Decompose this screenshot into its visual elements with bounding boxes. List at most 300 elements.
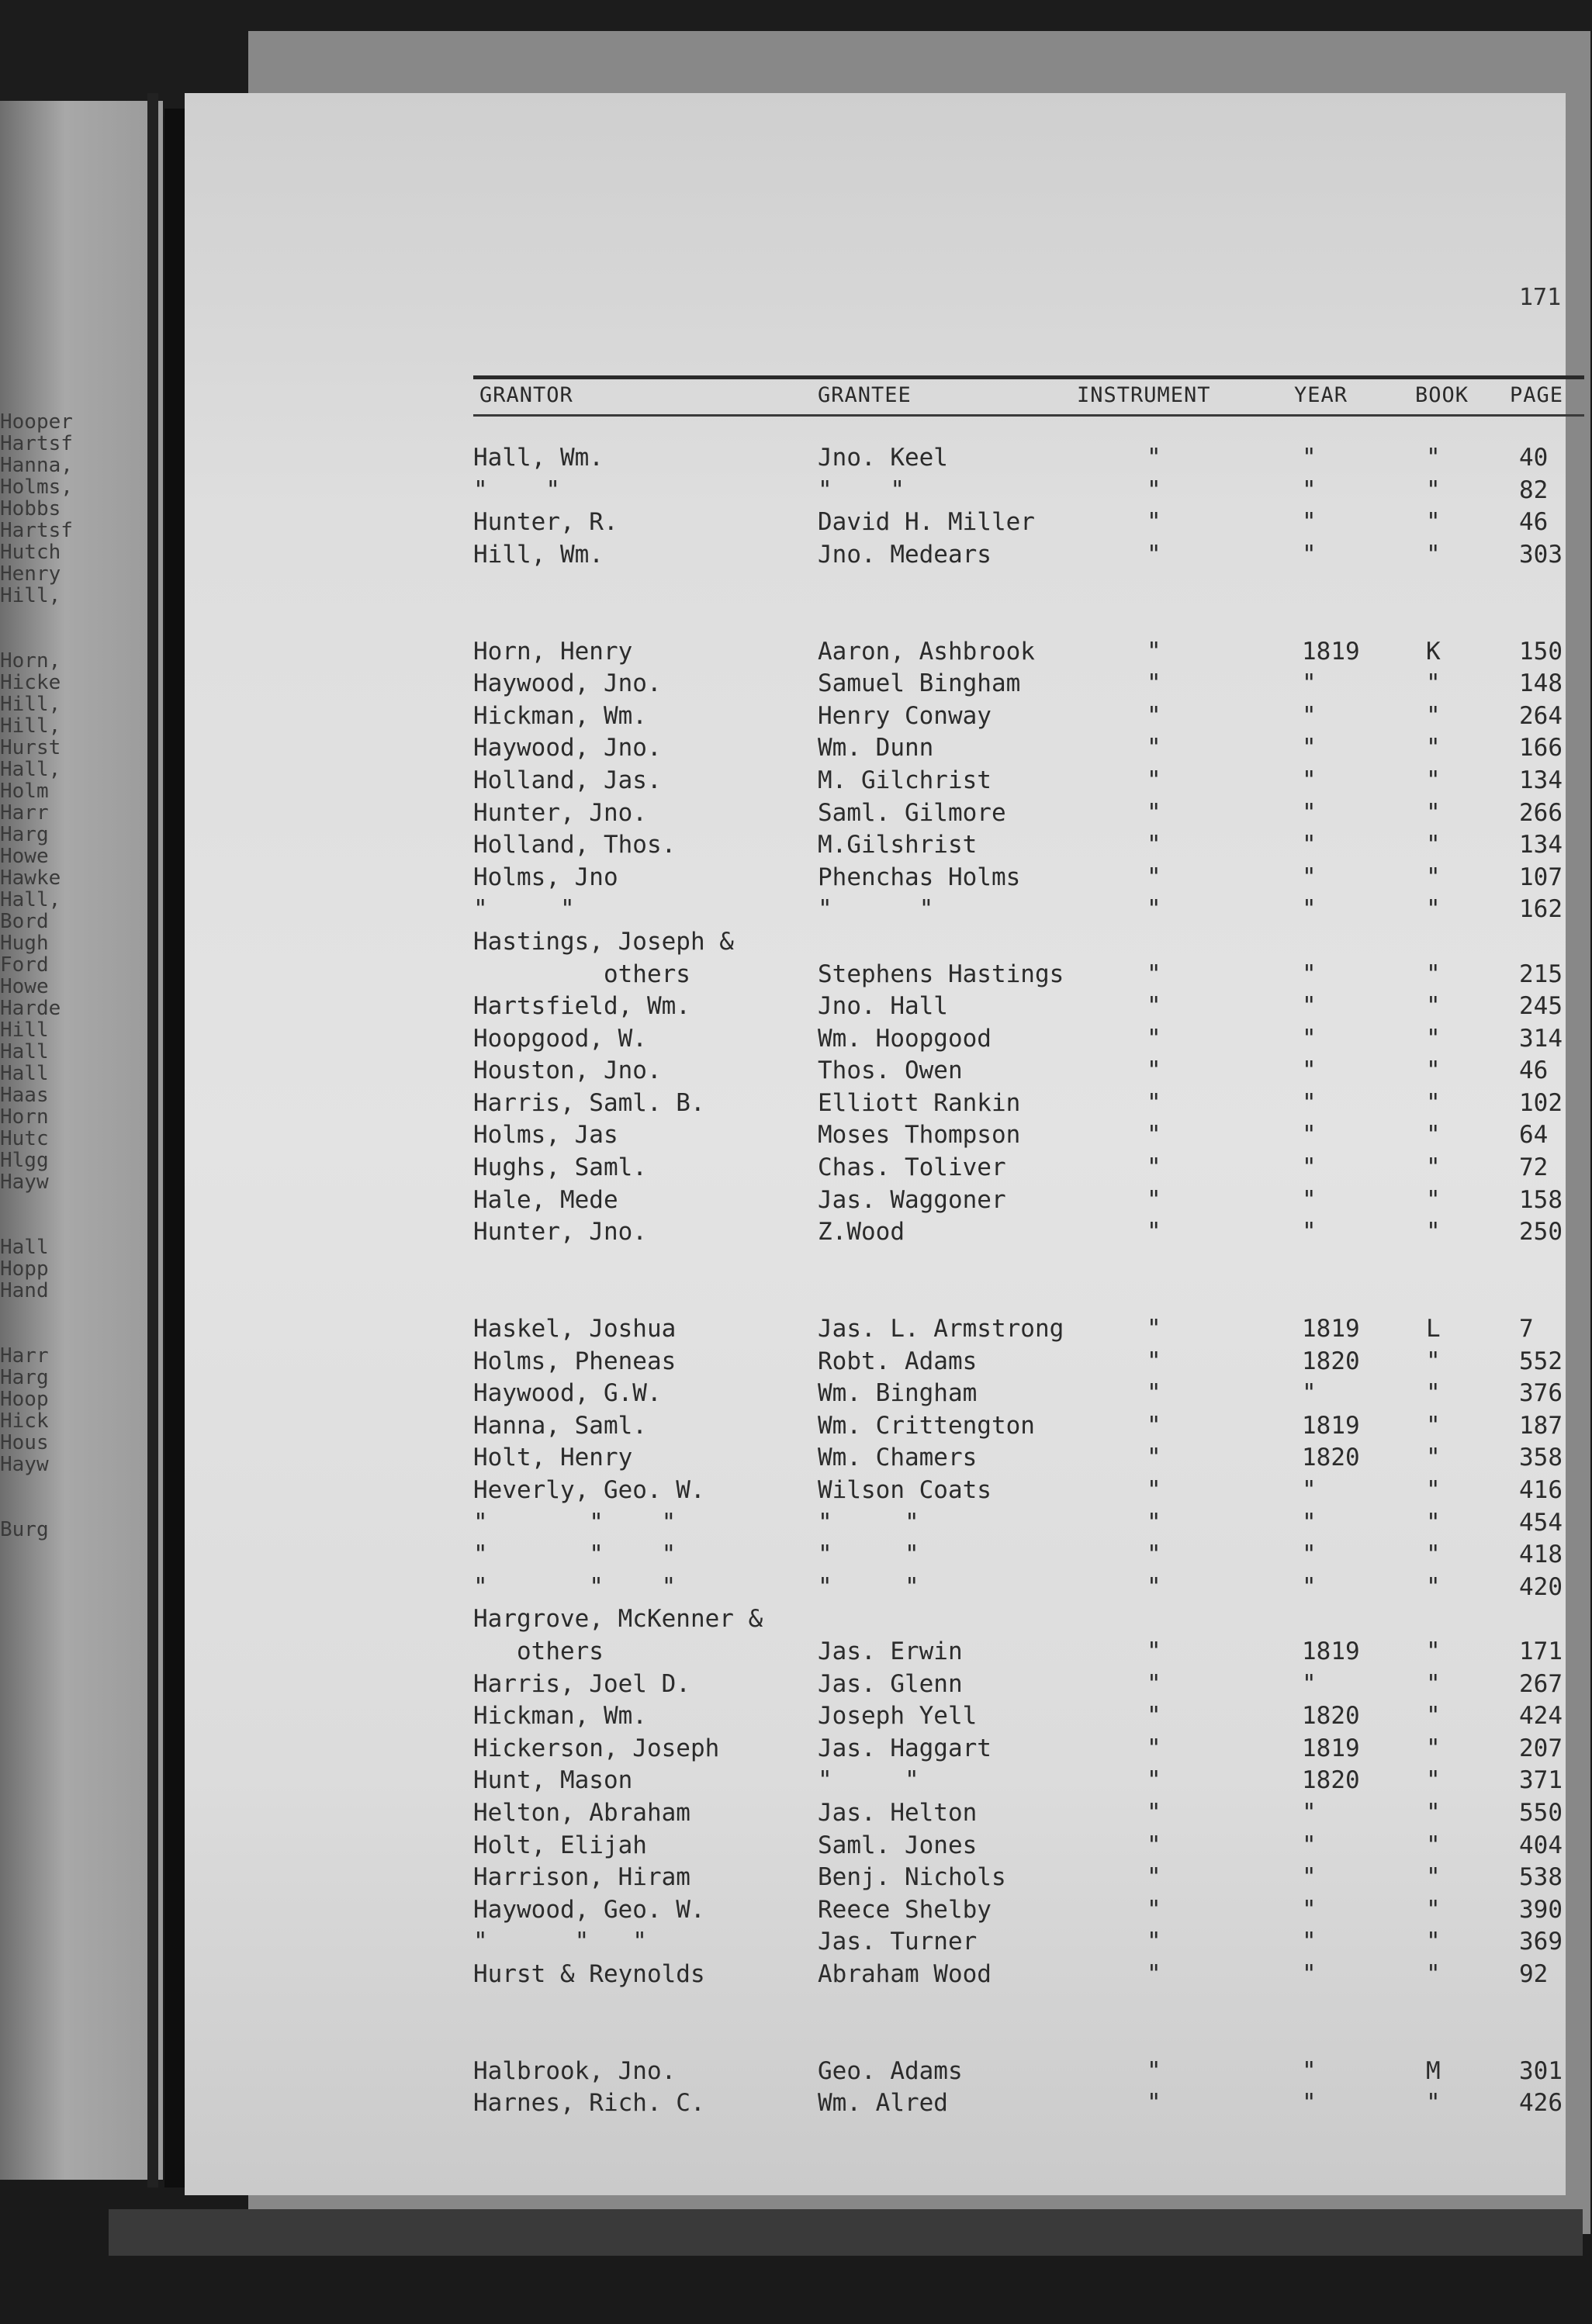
instrument-cell: " [1147, 1895, 1161, 1924]
adjacent-line [0, 628, 85, 650]
grantee-cell: Joseph Yell [818, 1702, 978, 1731]
adjacent-line: Hayw [0, 1171, 49, 1194]
book-cell: " [1426, 540, 1441, 569]
grantor-cell: Hale, Mede [473, 1185, 618, 1214]
instrument-cell: " [1147, 1798, 1161, 1827]
instrument-cell: " [1147, 1476, 1161, 1504]
instrument-cell: " [1147, 1637, 1161, 1665]
block-gap [185, 1282, 1566, 1315]
table-row [185, 1896, 1566, 1928]
book-cell: " [1426, 1411, 1441, 1440]
instrument-cell: " [1147, 508, 1161, 537]
year-cell: " [1302, 2089, 1317, 2118]
instrument-cell: " [1147, 1379, 1161, 1408]
book-cell: M [1426, 2056, 1441, 2085]
grantee-cell: " " [818, 1766, 919, 1795]
year-cell: 1820 [1302, 1347, 1360, 1375]
page-cell: 454 [1519, 1508, 1563, 1537]
grantor-cell: Haywood, G.W. [473, 1379, 662, 1408]
adjacent-line [0, 1215, 85, 1236]
year-cell: " [1302, 476, 1317, 504]
grantor-cell: Hickman, Wm. [473, 701, 647, 730]
grantee-cell: M. Gilchrist [818, 766, 992, 794]
year-cell: " [1302, 1153, 1317, 1182]
book-cell: " [1426, 1959, 1441, 1988]
grantor-cell: Hill, Wm. [473, 540, 604, 569]
year-cell: " [1302, 1798, 1317, 1827]
instrument-cell: " [1147, 1057, 1161, 1085]
table-row [185, 444, 1566, 476]
year-cell: " [1302, 1831, 1317, 1859]
grantor-cell: Horn, Henry [473, 637, 633, 666]
grantor-cell: Harris, Joel D. [473, 1669, 690, 1698]
grantee-cell: Z.Wood [818, 1218, 905, 1247]
book-cell: " [1426, 798, 1441, 827]
page-cell: 7 [1519, 1315, 1534, 1344]
table-row [185, 2089, 1566, 2122]
grantee-cell: Henry Conway [818, 701, 992, 730]
book-cell: " [1426, 1057, 1441, 1085]
book-cell: " [1426, 1218, 1441, 1247]
grantor-cell: Hunt, Mason [473, 1766, 633, 1795]
table-row [185, 1153, 1566, 1186]
table-row [185, 1928, 1566, 1960]
adjacent-line [0, 607, 85, 628]
grantor-cell: others [473, 960, 690, 988]
book-cell: " [1426, 1185, 1441, 1214]
adjacent-line: Hicke [0, 671, 61, 694]
instrument-cell: " [1147, 1411, 1161, 1440]
instrument-cell: " [1147, 1315, 1161, 1344]
instrument-cell: " [1147, 1508, 1161, 1537]
page-cell: 424 [1519, 1702, 1563, 1731]
book-cell: " [1426, 508, 1441, 537]
grantor-cell: Holms, Pheneas [473, 1347, 677, 1375]
grantor-cell: Houston, Jno. [473, 1057, 662, 1085]
book-cell: " [1426, 1831, 1441, 1859]
header-grantor: GRANTOR [479, 383, 573, 407]
grantor-cell: Hurst & Reynolds [473, 1959, 705, 1988]
adjacent-line [0, 1302, 85, 1323]
book-cell: " [1426, 1572, 1441, 1601]
block-gap [185, 1993, 1566, 2025]
adjacent-line: Harr [0, 801, 49, 825]
block-gap [185, 605, 1566, 638]
header-page: PAGE [1510, 383, 1564, 407]
grantor-cell: Holt, Henry [473, 1444, 633, 1472]
grantor-cell: Holland, Jas. [473, 766, 662, 794]
grantor-cell: Harrison, Hiram [473, 1863, 690, 1892]
page-cell: 207 [1519, 1734, 1563, 1762]
adjacent-line: Hill [0, 1018, 49, 1042]
book-spine [164, 109, 185, 2187]
grantee-cell: Jas. Waggoner [818, 1185, 1006, 1214]
page-cell: 245 [1519, 992, 1563, 1021]
book-cell: " [1426, 1766, 1441, 1795]
grantee-cell: Moses Thompson [818, 1121, 1021, 1150]
instrument-cell: " [1147, 1702, 1161, 1731]
page-cell: 404 [1519, 1831, 1563, 1859]
grantee-cell: Reece Shelby [818, 1895, 992, 1924]
adjacent-page [0, 101, 163, 2180]
book-cell: " [1426, 444, 1441, 472]
binding-edge [147, 93, 158, 2187]
adjacent-line: Hick [0, 1409, 49, 1433]
year-cell: " [1302, 1024, 1317, 1053]
grantee-cell: Wm. Dunn [818, 734, 934, 763]
page-cell: 171 [1519, 1637, 1563, 1665]
table-row [185, 1089, 1566, 1122]
grantee-cell: Wilson Coats [818, 1476, 992, 1504]
grantor-cell: Haskel, Joshua [473, 1315, 677, 1344]
grantor-cell: Hunter, Jno. [473, 1218, 647, 1247]
table-row [185, 1315, 1566, 1347]
page-cell: 134 [1519, 766, 1563, 794]
year-cell: " [1302, 540, 1317, 569]
year-cell: " [1302, 1121, 1317, 1150]
year-cell: " [1302, 1476, 1317, 1504]
adjacent-line: Hall [0, 1062, 49, 1085]
year-cell: " [1302, 1669, 1317, 1698]
year-cell: " [1302, 1863, 1317, 1892]
grantee-cell: Jno. Keel [818, 444, 948, 472]
table-row [185, 734, 1566, 766]
year-cell: " [1302, 1057, 1317, 1085]
adjacent-line [0, 1475, 85, 1497]
page-cell: 46 [1519, 1057, 1549, 1085]
year-cell: 1819 [1302, 1315, 1360, 1344]
grantor-cell: Hanna, Saml. [473, 1411, 647, 1440]
header-book: BOOK [1415, 383, 1469, 407]
book-cell: K [1426, 637, 1441, 666]
adjacent-line: Hill, [0, 693, 61, 716]
table-row [185, 2057, 1566, 2090]
table-row [185, 1799, 1566, 1831]
page-cell: 162 [1519, 895, 1563, 924]
book-cell: " [1426, 1669, 1441, 1698]
book-cell: " [1426, 1476, 1441, 1504]
grantee-cell: Aaron, Ashbrook [818, 637, 1035, 666]
instrument-cell: " [1147, 2056, 1161, 2085]
page-cell: 301 [1519, 2056, 1563, 2085]
book-cell: " [1426, 863, 1441, 891]
page-cell: 552 [1519, 1347, 1563, 1375]
instrument-cell: " [1147, 1121, 1161, 1150]
adjacent-line: Harg [0, 1366, 49, 1389]
book-cell: " [1426, 476, 1441, 504]
page-cell: 102 [1519, 1088, 1563, 1117]
book-cell: " [1426, 1541, 1441, 1569]
grantor-cell: Holms, Jno [473, 863, 618, 891]
table-row [185, 508, 1566, 541]
adjacent-line: Hutch [0, 541, 61, 564]
page-cell: 166 [1519, 734, 1563, 763]
year-cell: " [1302, 1218, 1317, 1247]
grantee-cell: Jas. Helton [818, 1798, 978, 1827]
grantee-cell: Phenchas Holms [818, 863, 1021, 891]
page-cell: 64 [1519, 1121, 1549, 1150]
adjacent-line: Harde [0, 997, 61, 1020]
page-cell: 314 [1519, 1024, 1563, 1053]
grantor-cell: " " [473, 476, 560, 504]
book-cell: " [1426, 1702, 1441, 1731]
instrument-cell: " [1147, 798, 1161, 827]
adjacent-line: Hopp [0, 1257, 49, 1281]
adjacent-line: Hutc [0, 1127, 49, 1150]
grantor-cell: " " " [473, 1928, 647, 1956]
table-row [185, 1573, 1566, 1606]
instrument-cell: " [1147, 1444, 1161, 1472]
grantee-cell: Robt. Adams [818, 1347, 978, 1375]
adjacent-line: Howe [0, 975, 49, 998]
page-cell: 267 [1519, 1669, 1563, 1698]
page-cell: 158 [1519, 1185, 1563, 1214]
adjacent-line: Hayw [0, 1453, 49, 1476]
instrument-cell: " [1147, 1347, 1161, 1375]
table-row [185, 1025, 1566, 1057]
grantee-cell: Wm. Chamers [818, 1444, 978, 1472]
grantee-cell: Jno. Hall [818, 992, 948, 1021]
table-row [185, 831, 1566, 863]
year-cell: " [1302, 734, 1317, 763]
adjacent-line: Hoop [0, 1388, 49, 1411]
adjacent-line: Haas [0, 1084, 49, 1107]
block-gap [185, 572, 1566, 605]
adjacent-line: Hooper [0, 411, 73, 434]
year-cell: 1819 [1302, 1411, 1360, 1440]
grantee-cell: Samuel Bingham [818, 669, 1021, 698]
grantor-cell: Hickman, Wm. [473, 1702, 647, 1731]
page-cell: 376 [1519, 1379, 1563, 1408]
page-cell: 92 [1519, 1959, 1549, 1988]
grantee-cell: Benj. Nichols [818, 1863, 1006, 1892]
table-row [185, 895, 1566, 928]
book-cell: " [1426, 1024, 1441, 1053]
year-cell: " [1302, 1508, 1317, 1537]
page-cell: 264 [1519, 701, 1563, 730]
book-cell: " [1426, 992, 1441, 1021]
instrument-cell: " [1147, 1928, 1161, 1956]
table-row [185, 541, 1566, 573]
book-cell: " [1426, 1121, 1441, 1150]
year-cell: 1820 [1302, 1444, 1360, 1472]
grantor-cell: Hall, Wm. [473, 444, 604, 472]
instrument-cell: " [1147, 2089, 1161, 2118]
table-row [185, 1121, 1566, 1153]
table-row [185, 1186, 1566, 1219]
book-cell: " [1426, 1347, 1441, 1375]
instrument-cell: " [1147, 1088, 1161, 1117]
grantee-cell: Wm. Hoopgood [818, 1024, 992, 1053]
table-row [185, 928, 1566, 960]
grantor-cell: Haywood, Jno. [473, 734, 662, 763]
grantor-cell: Holt, Elijah [473, 1831, 647, 1859]
instrument-cell: " [1147, 540, 1161, 569]
grantor-cell: Harnes, Rich. C. [473, 2089, 705, 2118]
header-year: YEAR [1294, 383, 1348, 407]
grantee-cell: Saml. Gilmore [818, 798, 1006, 827]
grantor-cell: Hickerson, Joseph [473, 1734, 720, 1762]
page-cell: 250 [1519, 1218, 1563, 1247]
table-row [185, 702, 1566, 735]
adjacent-line: Hand [0, 1279, 49, 1302]
adjacent-line: Hall [0, 1040, 49, 1063]
instrument-cell: " [1147, 1959, 1161, 1988]
page-cell: 187 [1519, 1411, 1563, 1440]
grantor-cell: Hughs, Saml. [473, 1153, 647, 1182]
grantee-cell: Elliott Rankin [818, 1088, 1021, 1117]
year-cell: " [1302, 2056, 1317, 2085]
instrument-cell: " [1147, 960, 1161, 988]
page-cell: 150 [1519, 637, 1563, 666]
grantor-cell: Hargrove, McKenner & [473, 1605, 763, 1634]
book-cell: " [1426, 669, 1441, 698]
grantor-cell: Haywood, Jno. [473, 669, 662, 698]
adjacent-line: Hartsf [0, 432, 73, 455]
instrument-cell: " [1147, 1572, 1161, 1601]
year-cell: " [1302, 1928, 1317, 1956]
year-cell: " [1302, 960, 1317, 988]
book-cell: " [1426, 831, 1441, 859]
page-cell: 538 [1519, 1863, 1563, 1892]
page-cell: 371 [1519, 1766, 1563, 1795]
adjacent-line: Henry [0, 562, 61, 586]
instrument-cell: " [1147, 1024, 1161, 1053]
year-cell: " [1302, 831, 1317, 859]
grantor-cell: Holms, Jas [473, 1121, 618, 1150]
year-cell: " [1302, 1572, 1317, 1601]
grantor-cell: Holland, Thos. [473, 831, 677, 859]
grantor-cell: " " " [473, 1541, 677, 1569]
table-row [185, 1541, 1566, 1573]
grantor-cell: Harris, Saml. B. [473, 1088, 705, 1117]
grantor-cell: Helton, Abraham [473, 1798, 690, 1827]
instrument-cell: " [1147, 669, 1161, 698]
year-cell: " [1302, 1959, 1317, 1988]
table-row [185, 1734, 1566, 1767]
table-row [185, 1960, 1566, 1993]
instrument-cell: " [1147, 1766, 1161, 1795]
book-cell: " [1426, 701, 1441, 730]
instrument-cell: " [1147, 444, 1161, 472]
table-row [185, 1831, 1566, 1864]
instrument-cell: " [1147, 1734, 1161, 1762]
block-gap [185, 1250, 1566, 1283]
book-cell: " [1426, 1928, 1441, 1956]
instrument-cell: " [1147, 1218, 1161, 1247]
adjacent-line: Hartsf [0, 519, 73, 542]
grantor-cell: Hartsfield, Wm. [473, 992, 690, 1021]
table-row [185, 1509, 1566, 1541]
grantee-cell: Thos. Owen [818, 1057, 963, 1085]
grantor-cell: others [473, 1637, 604, 1665]
page-cell: 40 [1519, 444, 1549, 472]
grantee-cell: Jas. Turner [818, 1928, 978, 1956]
adjacent-line: Howe [0, 845, 49, 868]
grantor-cell: Hastings, Joseph & [473, 927, 734, 956]
adjacent-line: Hill, [0, 584, 61, 607]
grantor-cell: " " " [473, 1572, 677, 1601]
header-rule-top [473, 375, 1584, 379]
year-cell: 1820 [1302, 1702, 1360, 1731]
adjacent-line [0, 1497, 85, 1519]
year-cell: " [1302, 1541, 1317, 1569]
instrument-cell: " [1147, 1541, 1161, 1569]
instrument-cell: " [1147, 734, 1161, 763]
adjacent-line: Horn, [0, 649, 61, 673]
adjacent-line: Harr [0, 1344, 49, 1368]
adjacent-line: Hugh [0, 932, 49, 955]
year-cell: " [1302, 1185, 1317, 1214]
year-cell: " [1302, 508, 1317, 537]
year-cell: 1819 [1302, 1637, 1360, 1665]
table-row [185, 669, 1566, 702]
year-cell: " [1302, 669, 1317, 698]
page-cell: 390 [1519, 1895, 1563, 1924]
page-cell: 303 [1519, 540, 1563, 569]
grantee-cell: " " [818, 1541, 919, 1569]
grantor-cell: " " [473, 895, 575, 924]
grantee-cell: M.Gilshrist [818, 831, 978, 859]
grantee-cell: Abraham Wood [818, 1959, 992, 1988]
grantee-cell: " " [818, 1572, 919, 1601]
header-grantee: GRANTEE [818, 383, 912, 407]
table-row [185, 1444, 1566, 1476]
table-row [185, 1670, 1566, 1703]
year-cell: " [1302, 1088, 1317, 1117]
year-cell: " [1302, 1895, 1317, 1924]
table-row [185, 1218, 1566, 1250]
grantor-cell: Halbrook, Jno. [473, 2056, 677, 2085]
grantee-cell: Jas. Glenn [818, 1669, 963, 1698]
instrument-cell: " [1147, 637, 1161, 666]
instrument-cell: " [1147, 766, 1161, 794]
grantee-cell: Jas. L. Armstrong [818, 1315, 1064, 1344]
header-instrument: INSTRUMENT [1077, 383, 1211, 407]
book-cell: " [1426, 734, 1441, 763]
book-cell: " [1426, 895, 1441, 924]
adjacent-line: Hawke [0, 866, 61, 890]
year-cell: " [1302, 1379, 1317, 1408]
header-rule-bottom [473, 414, 1584, 417]
grantee-cell: Stephens Hastings [818, 960, 1064, 988]
grantee-cell: Jas. Erwin [818, 1637, 963, 1665]
page-cell: 46 [1519, 508, 1549, 537]
table-row [185, 1638, 1566, 1670]
adjacent-line: Hall, [0, 888, 61, 911]
year-cell: " [1302, 863, 1317, 891]
table-row [185, 960, 1566, 993]
book-cell: " [1426, 1088, 1441, 1117]
adjacent-line: Hill, [0, 714, 61, 738]
grantee-cell: Geo. Adams [818, 2056, 963, 2085]
adjacent-line: Horn [0, 1105, 49, 1129]
table-row [185, 766, 1566, 799]
table-row [185, 1379, 1566, 1412]
adjacent-line: Burg [0, 1518, 49, 1541]
book-cell: " [1426, 1798, 1441, 1827]
instrument-cell: " [1147, 863, 1161, 891]
book-cell: " [1426, 1895, 1441, 1924]
grantee-cell: Chas. Toliver [818, 1153, 1006, 1182]
book-cell: " [1426, 1444, 1441, 1472]
grantor-cell: Hoopgood, W. [473, 1024, 647, 1053]
adjacent-line: Ford [0, 953, 49, 977]
page-cell: 266 [1519, 798, 1563, 827]
instrument-cell: " [1147, 1831, 1161, 1859]
background-bottom [109, 2209, 1583, 2256]
table-row [185, 1347, 1566, 1380]
